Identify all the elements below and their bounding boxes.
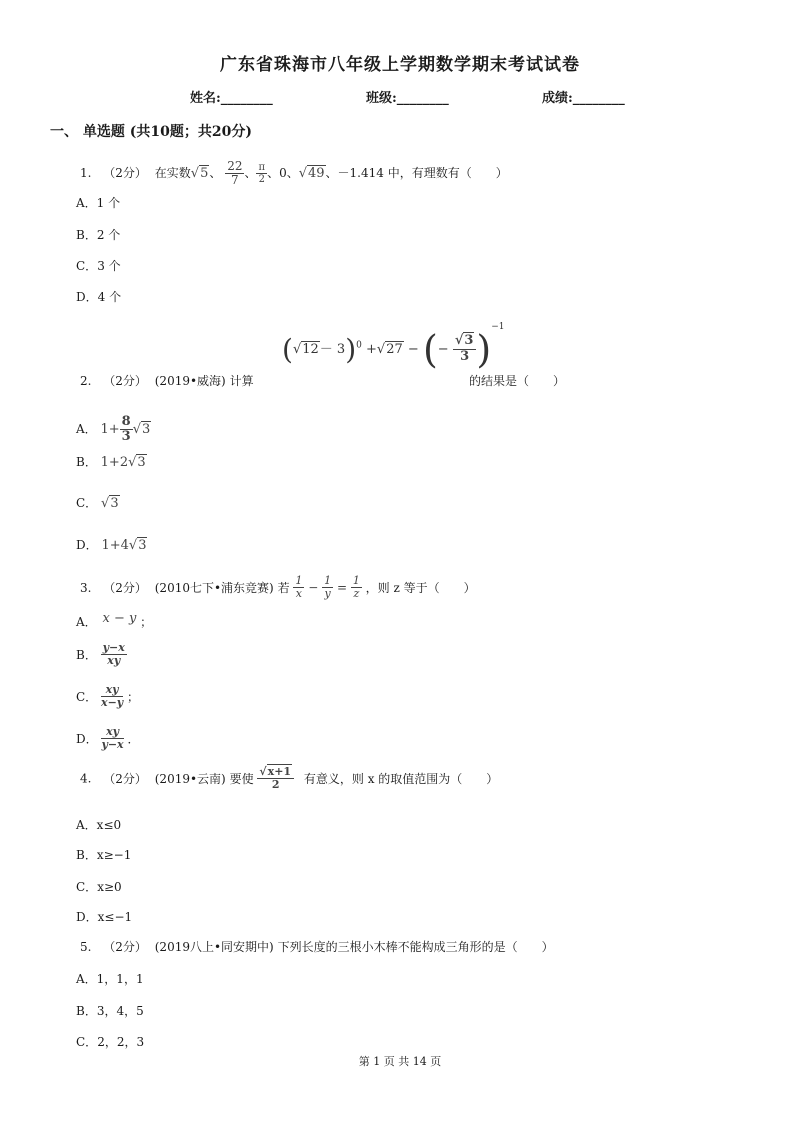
q4-option-a[interactable]: A．x≤0 xyxy=(76,818,122,832)
q3-option-b[interactable]: B． $\frac{y-x}{xy}$ xyxy=(76,641,125,668)
page-title: 广东省珠海市八年级上学期数学期末考试试卷 xyxy=(220,55,580,75)
q5-option-a[interactable]: A．1，1，1 xyxy=(76,972,144,986)
score-field: 成绩:________ xyxy=(542,91,625,106)
q4-option-c[interactable]: C．x≥0 xyxy=(76,880,122,894)
q5-option-b[interactable]: B．3，4，5 xyxy=(76,1004,144,1018)
q1-frac-pi-2: $\frac{\pi}{2}$ xyxy=(258,162,266,186)
question-1 xyxy=(80,160,508,187)
question-2: 2. （2分） (2019•威海) 计算 xyxy=(80,374,254,388)
q2-option-d[interactable]: D． 1+4√3 xyxy=(76,538,147,553)
q1-points: （2分） xyxy=(103,166,147,181)
q1-option-b[interactable]: B．2 个 xyxy=(76,228,121,242)
q1-sqrt49: √49 xyxy=(298,166,325,182)
q1-number: 1. xyxy=(80,166,92,181)
q1-sep1: 、 xyxy=(209,166,222,181)
q1-sep2: 、 xyxy=(244,166,257,181)
q3-option-c[interactable]: C． $\frac{xy}{x-y}$ ； xyxy=(76,683,140,710)
q2-tail: 的结果是（ ） xyxy=(469,374,566,388)
q3-option-d[interactable]: D． $\frac{xy}{y-x}$ ． xyxy=(76,725,140,752)
q1-option-c[interactable]: C．3 个 xyxy=(76,259,121,273)
q1-mid: 、0、 xyxy=(267,166,299,181)
page-footer: 第 1 页 共 14 页 xyxy=(358,1055,442,1068)
q4-option-b[interactable]: B．x≥−1 xyxy=(76,848,132,862)
q5-option-c[interactable]: C．2，2，3 xyxy=(76,1035,145,1049)
question-4: 4. （2分） (2019•云南) 要使 $\frac{√x+1}{2}$ 有意义，则 x 的取值范围为（ ） xyxy=(80,765,499,792)
q1-text-a: 在实数 xyxy=(154,166,191,181)
q1-frac-22-7: $\frac{22}{7}$ xyxy=(227,159,243,188)
q3-option-a[interactable]: A． x − y ； xyxy=(76,611,153,629)
question-5: 5. （2分） (2019八上•同安期中) 下列长度的三根小木棒不能构成三角形的是（ ） xyxy=(80,940,554,954)
q1-text-b: 、－1.414 中，有理数有（ ） xyxy=(325,166,508,181)
q2-option-a[interactable]: A． 1+ $\frac{8}{3}$ √3 xyxy=(76,413,151,444)
q2-option-b[interactable]: B． 1+2√3 xyxy=(76,455,146,470)
q4-option-d[interactable]: D．x≤−1 xyxy=(76,910,133,924)
q2-expression: $(√12- 3)^0 +√27$ − (− $\frac{√3}{3}$ )$^{-1}$ xyxy=(282,322,505,372)
class-field: 班级:________ xyxy=(366,91,449,106)
question-3: 3. （2分） (2010七下•浦东竞赛) 若 $\frac{1}{x}$ − $\frac{1}{y}$ = $\frac{1}{z}$ ，则 z 等于（ ） xyxy=(80,574,476,601)
q1-option-a[interactable]: A．1 个 xyxy=(76,196,121,210)
q2-option-c[interactable]: C． √3 xyxy=(76,496,119,511)
section-heading: 一、 单选题 (共10题；共20分) xyxy=(50,124,252,140)
q1-sqrt5: √5 xyxy=(190,166,209,182)
name-field: 姓名:________ xyxy=(190,91,273,106)
q1-option-d[interactable]: D．4 个 xyxy=(76,290,122,304)
